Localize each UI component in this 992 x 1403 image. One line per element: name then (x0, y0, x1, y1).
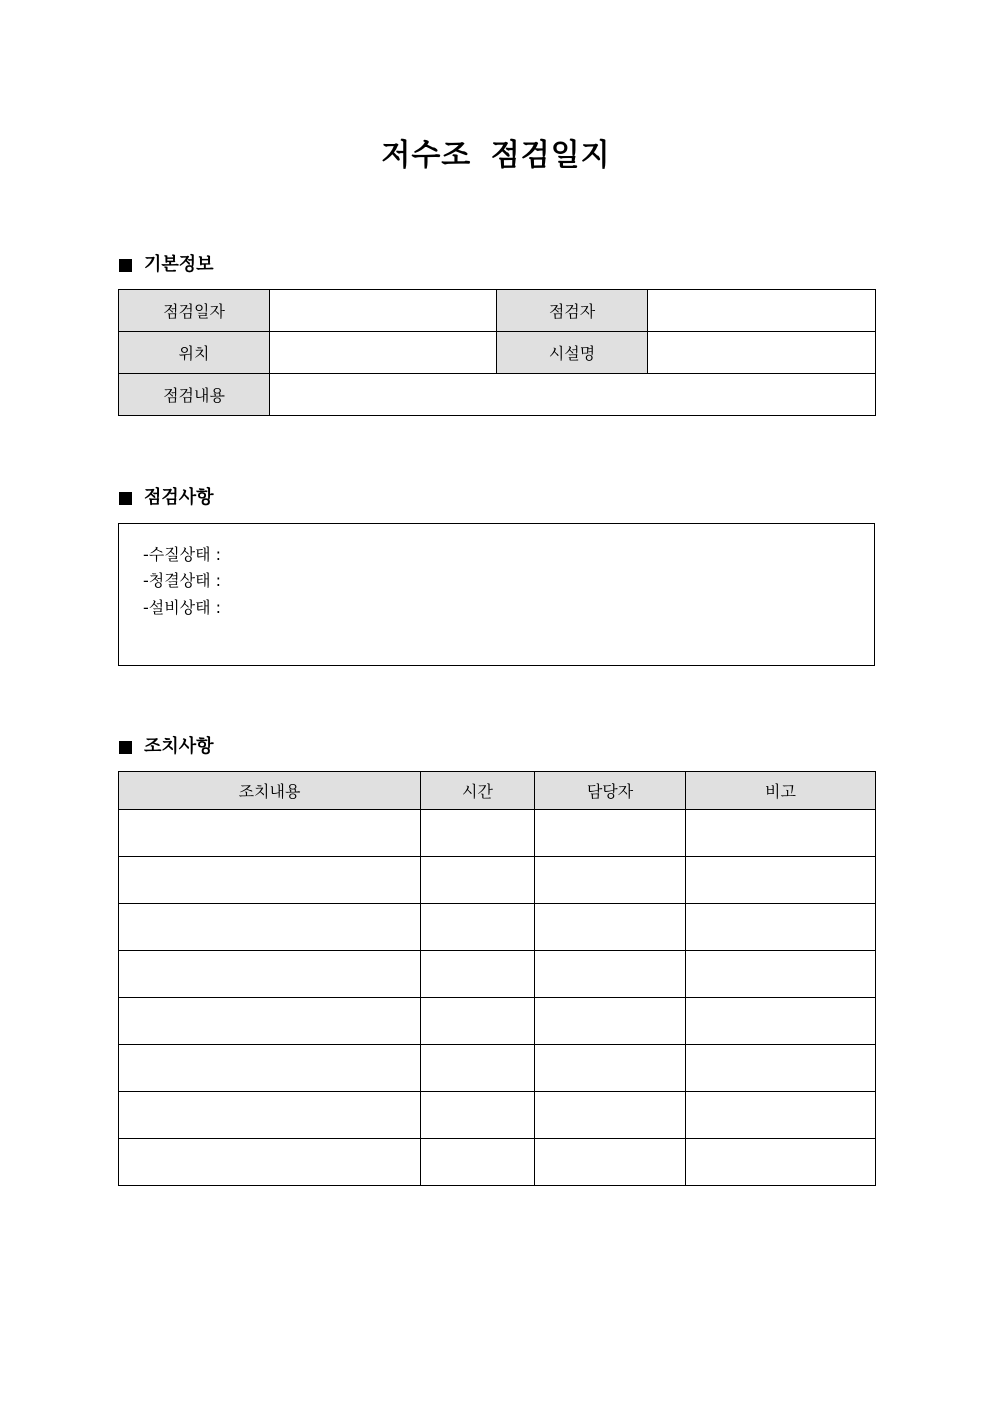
action-content-cell[interactable] (119, 1139, 421, 1186)
basic-info-heading-text: 기본정보 (144, 254, 214, 275)
inspection-items-heading (119, 486, 214, 510)
person-cell[interactable] (535, 810, 686, 857)
square-bullet-icon (119, 741, 132, 754)
table-row (119, 1139, 876, 1186)
remarks-cell[interactable] (686, 857, 876, 904)
table-row (119, 857, 876, 904)
cleanliness-line: -청결상태 : (143, 571, 222, 590)
person-cell[interactable] (535, 904, 686, 951)
person-cell[interactable] (535, 951, 686, 998)
table-row (119, 1092, 876, 1139)
remarks-cell[interactable] (686, 1045, 876, 1092)
actions-table (118, 771, 876, 1186)
action-content-cell[interactable] (119, 998, 421, 1045)
column-header-remarks: 비고 (686, 772, 876, 810)
remarks-cell[interactable] (686, 1092, 876, 1139)
inspector-label: 점검자 (497, 290, 648, 332)
basic-info-heading (119, 253, 214, 277)
page-title: 저수조 점검일지 (381, 138, 611, 173)
column-header-time: 시간 (421, 772, 535, 810)
inspection-date-field[interactable] (270, 290, 497, 332)
person-cell[interactable] (535, 1139, 686, 1186)
column-header-person-in-charge: 담당자 (535, 772, 686, 810)
time-cell[interactable] (421, 1092, 535, 1139)
actions-heading-text: 조치사항 (144, 736, 214, 757)
facility-name-label: 시설명 (497, 332, 648, 374)
action-content-cell[interactable] (119, 810, 421, 857)
location-label: 위치 (119, 332, 270, 374)
inspection-items-box[interactable] (118, 523, 875, 666)
square-bullet-icon (119, 259, 132, 272)
time-cell[interactable] (421, 951, 535, 998)
table-row (119, 998, 876, 1045)
water-quality-line: -수질상태 : (143, 545, 222, 564)
table-row (119, 904, 876, 951)
table-header-row (119, 772, 876, 810)
time-cell[interactable] (421, 998, 535, 1045)
time-cell[interactable] (421, 904, 535, 951)
inspection-content-label: 점검내용 (119, 374, 270, 416)
equipment-line: -설비상태 : (143, 598, 222, 617)
action-content-cell[interactable] (119, 951, 421, 998)
facility-name-field[interactable] (648, 332, 876, 374)
table-row (119, 1045, 876, 1092)
person-cell[interactable] (535, 1092, 686, 1139)
square-bullet-icon (119, 492, 132, 505)
action-content-cell[interactable] (119, 1092, 421, 1139)
time-cell[interactable] (421, 857, 535, 904)
basic-info-table (118, 289, 876, 416)
person-cell[interactable] (535, 998, 686, 1045)
inspector-field[interactable] (648, 290, 876, 332)
remarks-cell[interactable] (686, 904, 876, 951)
table-row (119, 374, 876, 416)
actions-heading (119, 735, 214, 759)
remarks-cell[interactable] (686, 810, 876, 857)
inspection-items-heading-text: 점검사항 (144, 487, 214, 508)
table-row (119, 290, 876, 332)
action-content-cell[interactable] (119, 904, 421, 951)
column-header-action-content: 조치내용 (119, 772, 421, 810)
action-content-cell[interactable] (119, 1045, 421, 1092)
table-row (119, 810, 876, 857)
remarks-cell[interactable] (686, 951, 876, 998)
table-row (119, 951, 876, 998)
time-cell[interactable] (421, 1045, 535, 1092)
person-cell[interactable] (535, 1045, 686, 1092)
remarks-cell[interactable] (686, 998, 876, 1045)
table-row (119, 332, 876, 374)
inspection-content-field[interactable] (270, 374, 876, 416)
remarks-cell[interactable] (686, 1139, 876, 1186)
inspection-date-label: 점검일자 (119, 290, 270, 332)
person-cell[interactable] (535, 857, 686, 904)
time-cell[interactable] (421, 1139, 535, 1186)
time-cell[interactable] (421, 810, 535, 857)
location-field[interactable] (270, 332, 497, 374)
action-content-cell[interactable] (119, 857, 421, 904)
